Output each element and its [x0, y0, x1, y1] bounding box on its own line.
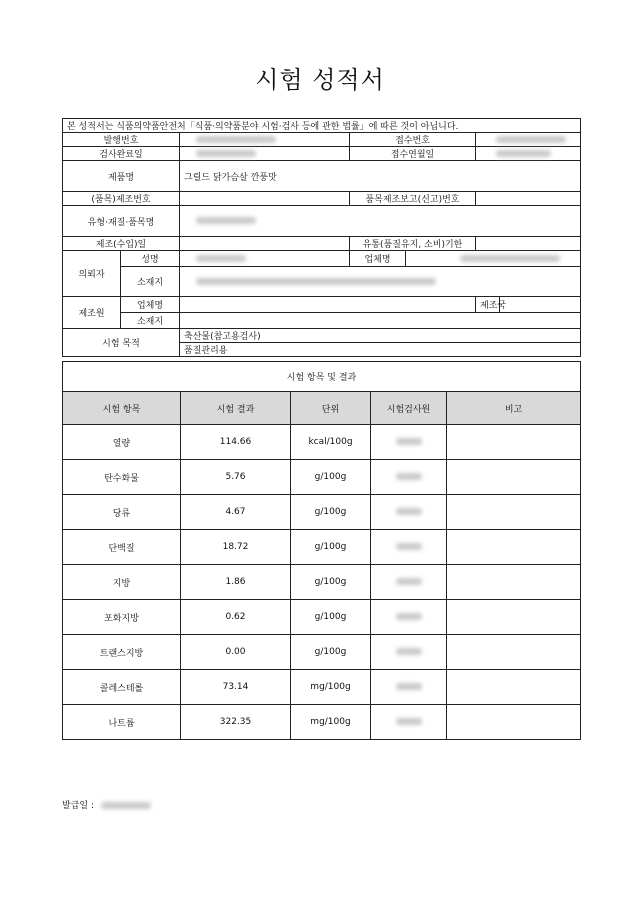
row-unit: g/100g	[291, 495, 371, 530]
purpose-value-1: 축산물(참고용검사)	[180, 329, 581, 343]
header-inspector: 시험검사원	[371, 392, 447, 425]
issue-date-value	[101, 802, 151, 809]
table-row	[63, 600, 581, 635]
mfr-country-label: 제조국	[476, 297, 500, 313]
redacted-inspector	[396, 473, 422, 480]
table-row	[63, 495, 581, 530]
table-row	[63, 565, 581, 600]
table-row	[63, 460, 581, 495]
table-row	[63, 635, 581, 670]
row-result: 73.14	[181, 670, 291, 705]
row-unit: g/100g	[291, 635, 371, 670]
row-inspector	[371, 670, 447, 705]
row-inspector	[371, 425, 447, 460]
info-table	[62, 118, 581, 357]
redacted-inspector	[396, 543, 422, 550]
mfg-date-label: 제조(수입)일	[63, 237, 180, 251]
row-inspector	[371, 495, 447, 530]
row-remark	[447, 460, 581, 495]
page-title: 시험 성적서	[255, 66, 385, 94]
client-label: 의뢰자	[63, 251, 121, 297]
receipt-no-label: 접수번호	[350, 133, 476, 147]
item-mfg-no-label: (품목)제조번호	[63, 192, 180, 206]
client-company-value	[406, 251, 581, 267]
row-remark	[447, 425, 581, 460]
item-report-no-value	[476, 192, 581, 206]
mfr-address-value	[180, 313, 581, 329]
row-unit: g/100g	[291, 460, 371, 495]
results-title: 시험 항목 및 결과	[63, 362, 581, 392]
row-inspector	[371, 635, 447, 670]
mfr-address-label: 소재지	[121, 313, 180, 329]
redacted-inspector	[396, 578, 422, 585]
row-item: 콜레스테롤	[63, 670, 181, 705]
receipt-date-label: 접수연월일	[350, 147, 476, 161]
test-done-date-label: 검사완료일	[63, 147, 180, 161]
row-inspector	[371, 460, 447, 495]
issue-date	[62, 798, 151, 811]
row-remark	[447, 495, 581, 530]
row-inspector	[371, 705, 447, 740]
redacted-inspector	[396, 438, 422, 445]
item-mfg-no-value	[180, 192, 350, 206]
row-inspector	[371, 600, 447, 635]
header-item: 시험 항목	[63, 392, 181, 425]
row-item: 포화지방	[63, 600, 181, 635]
client-name-label: 성명	[121, 251, 180, 267]
mfr-company-label: 업체명	[121, 297, 180, 313]
row-result: 18.72	[181, 530, 291, 565]
purpose-label: 시험 목적	[63, 329, 180, 357]
client-company-label: 업체명	[350, 251, 406, 267]
product-name-label: 제품명	[63, 161, 180, 192]
row-result: 114.66	[181, 425, 291, 460]
type-material-value	[180, 206, 581, 237]
row-remark	[447, 705, 581, 740]
notice-text: 본 성적서는 식품의약품안전처「식품·의약품분야 시험·검사 등에 관한 법률」에 따른 것이 아닙니다.	[63, 119, 581, 133]
expiry-value	[476, 237, 581, 251]
row-result: 4.67	[181, 495, 291, 530]
row-remark	[447, 670, 581, 705]
type-material-label: 유형·재질·품목명	[63, 206, 180, 237]
results-table	[62, 361, 581, 740]
row-unit: mg/100g	[291, 705, 371, 740]
row-remark	[447, 635, 581, 670]
mfr-country-value	[500, 297, 581, 313]
redacted-inspector	[396, 718, 422, 725]
table-row	[63, 670, 581, 705]
row-unit: g/100g	[291, 600, 371, 635]
row-unit: g/100g	[291, 530, 371, 565]
mfg-date-value	[180, 237, 350, 251]
row-item: 열량	[63, 425, 181, 460]
issue-date-label: 발급일 :	[62, 801, 94, 811]
purpose-value-2: 품질관리용	[180, 343, 581, 357]
row-item: 나트륨	[63, 705, 181, 740]
item-report-no-label: 품목제조보고(신고)번호	[350, 192, 476, 206]
row-inspector	[371, 565, 447, 600]
issue-no-value	[180, 133, 350, 147]
row-inspector	[371, 530, 447, 565]
row-item: 트랜스지방	[63, 635, 181, 670]
row-item: 탄수화물	[63, 460, 181, 495]
row-item: 지방	[63, 565, 181, 600]
row-result: 0.00	[181, 635, 291, 670]
client-address-label: 소재지	[121, 267, 180, 297]
redacted-inspector	[396, 613, 422, 620]
redacted-inspector	[396, 508, 422, 515]
table-row	[63, 425, 581, 460]
row-remark	[447, 600, 581, 635]
row-result: 5.76	[181, 460, 291, 495]
row-remark	[447, 530, 581, 565]
test-done-date-value	[180, 147, 350, 161]
header-result: 시험 결과	[181, 392, 291, 425]
redacted-inspector	[396, 683, 422, 690]
row-result: 0.62	[181, 600, 291, 635]
client-address-value	[180, 267, 581, 297]
row-unit: kcal/100g	[291, 425, 371, 460]
redacted-inspector	[396, 648, 422, 655]
table-row	[63, 705, 581, 740]
receipt-no-value	[476, 133, 581, 147]
receipt-date-value	[476, 147, 581, 161]
manufacturer-label: 제조원	[63, 297, 121, 329]
expiry-label: 유통(품질유지, 소비)기한	[350, 237, 476, 251]
row-remark	[447, 565, 581, 600]
client-name-value	[180, 251, 350, 267]
header-remark: 비고	[447, 392, 581, 425]
row-item: 당류	[63, 495, 181, 530]
table-row	[63, 530, 581, 565]
row-item: 단백질	[63, 530, 181, 565]
issue-no-label: 발행번호	[63, 133, 180, 147]
row-unit: g/100g	[291, 565, 371, 600]
header-unit: 단위	[291, 392, 371, 425]
product-name-value: 그릴드 닭가슴살 깐풍맛	[180, 161, 581, 192]
mfr-company-value	[180, 297, 476, 313]
row-unit: mg/100g	[291, 670, 371, 705]
row-result: 1.86	[181, 565, 291, 600]
row-result: 322.35	[181, 705, 291, 740]
